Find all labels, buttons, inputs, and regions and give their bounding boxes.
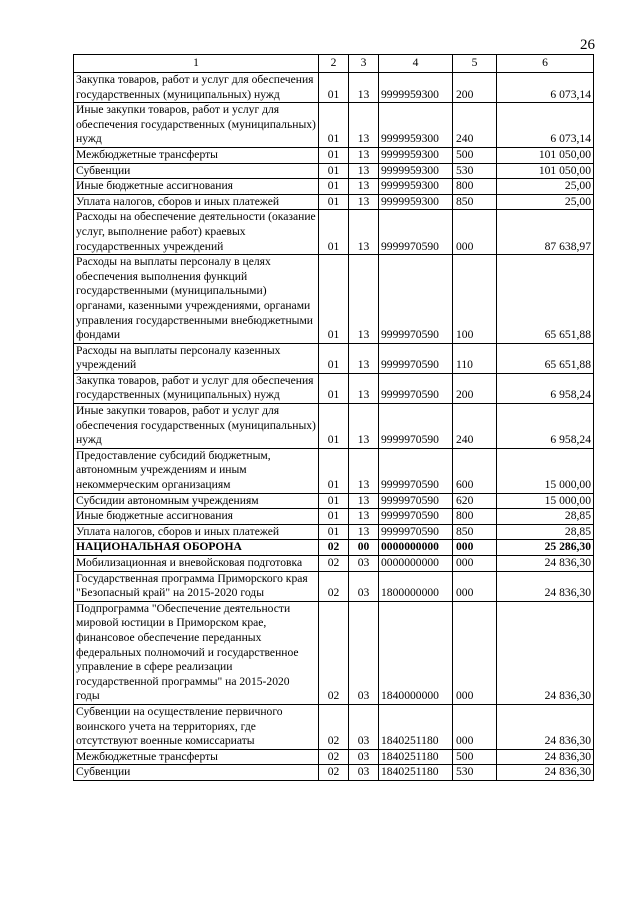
row-amount: 24 836,30 [497, 601, 594, 704]
row-target-item: 9999959300 [379, 179, 453, 195]
row-expense-type: 500 [453, 749, 497, 765]
row-target-item: 1840000000 [379, 601, 453, 704]
row-expense-type: 240 [453, 103, 497, 148]
row-section: 01 [319, 373, 349, 403]
table-row [74, 179, 594, 195]
row-subsection: 13 [349, 163, 379, 179]
row-section: 01 [319, 255, 349, 344]
row-name: Межбюджетные трансферты [74, 749, 319, 765]
row-section: 01 [319, 404, 349, 449]
row-name: Субвенции [74, 765, 319, 781]
table-body [74, 73, 594, 781]
row-name: Иные закупки товаров, работ и услуг для обеспечения государственных (муниципальных) нужд [74, 103, 319, 148]
row-subsection: 13 [349, 509, 379, 525]
row-name: Субвенции [74, 163, 319, 179]
row-name: Иные бюджетные ассигнования [74, 509, 319, 525]
row-section: 01 [319, 343, 349, 373]
table-row [74, 404, 594, 449]
row-amount: 101 050,00 [497, 147, 594, 163]
table-row [74, 73, 594, 103]
row-amount: 65 651,88 [497, 343, 594, 373]
row-target-item: 1800000000 [379, 571, 453, 601]
row-subsection: 03 [349, 704, 379, 749]
table-row [74, 343, 594, 373]
table-row [74, 163, 594, 179]
table-row [74, 524, 594, 540]
table-row [74, 704, 594, 749]
row-subsection: 00 [349, 540, 379, 556]
table-row [74, 448, 594, 493]
col-header-subsection: 3 [349, 55, 379, 73]
row-section: 01 [319, 179, 349, 195]
row-expense-type: 850 [453, 524, 497, 540]
row-target-item: 9999970590 [379, 210, 453, 255]
row-name: Уплата налогов, сборов и иных платежей [74, 194, 319, 210]
row-section: 01 [319, 163, 349, 179]
row-amount: 101 050,00 [497, 163, 594, 179]
row-subsection: 03 [349, 571, 379, 601]
row-section: 02 [319, 704, 349, 749]
row-expense-type: 000 [453, 601, 497, 704]
row-expense-type: 000 [453, 210, 497, 255]
column-number-row [74, 55, 594, 73]
row-section: 01 [319, 448, 349, 493]
row-subsection: 13 [349, 493, 379, 509]
row-section: 01 [319, 194, 349, 210]
row-target-item: 9999970590 [379, 255, 453, 344]
row-subsection: 13 [349, 448, 379, 493]
row-subsection: 03 [349, 601, 379, 704]
table-row [74, 255, 594, 344]
table-row [74, 556, 594, 572]
row-amount: 6 073,14 [497, 103, 594, 148]
row-subsection: 13 [349, 73, 379, 103]
row-target-item: 1840251180 [379, 765, 453, 781]
row-expense-type: 240 [453, 404, 497, 449]
table-row [74, 571, 594, 601]
row-amount: 24 836,30 [497, 765, 594, 781]
row-subsection: 13 [349, 373, 379, 403]
row-section: 01 [319, 103, 349, 148]
row-amount: 24 836,30 [497, 749, 594, 765]
row-subsection: 13 [349, 210, 379, 255]
row-target-item: 9999970590 [379, 493, 453, 509]
row-section: 02 [319, 540, 349, 556]
col-header-amount: 6 [497, 55, 594, 73]
row-name: Предоставление субсидий бюджетным, автономным учреждениям и иным некоммерческим организациям [74, 448, 319, 493]
table-row [74, 765, 594, 781]
row-expense-type: 800 [453, 179, 497, 195]
row-section: 01 [319, 509, 349, 525]
row-name: Иные бюджетные ассигнования [74, 179, 319, 195]
row-target-item: 1840251180 [379, 749, 453, 765]
table-row [74, 493, 594, 509]
row-section: 01 [319, 210, 349, 255]
row-target-item: 0000000000 [379, 540, 453, 556]
row-amount: 6 958,24 [497, 404, 594, 449]
row-name: Расходы на выплаты персоналу казенных учреждений [74, 343, 319, 373]
row-name: Расходы на выплаты персоналу в целях обеспечения выполнения функций государственными (муниципальными) органами, казенными учреждениями, органами управления государственными внебюджетными фондами [74, 255, 319, 344]
row-expense-type: 620 [453, 493, 497, 509]
row-expense-type: 000 [453, 556, 497, 572]
row-expense-type: 200 [453, 73, 497, 103]
row-section: 02 [319, 601, 349, 704]
row-section: 01 [319, 147, 349, 163]
row-expense-type: 000 [453, 704, 497, 749]
row-name: Субвенции на осуществление первичного воинского учета на территориях, где отсутствуют военные комиссариаты [74, 704, 319, 749]
row-amount: 25,00 [497, 179, 594, 195]
row-name: Межбюджетные трансферты [74, 147, 319, 163]
row-name: Закупка товаров, работ и услуг для обеспечения государственных (муниципальных) нужд [74, 73, 319, 103]
table-row [74, 509, 594, 525]
row-name: НАЦИОНАЛЬНАЯ ОБОРОНА [74, 540, 319, 556]
row-amount: 15 000,00 [497, 448, 594, 493]
row-target-item: 9999970590 [379, 404, 453, 449]
row-expense-type: 850 [453, 194, 497, 210]
row-expense-type: 200 [453, 373, 497, 403]
row-amount: 15 000,00 [497, 493, 594, 509]
row-target-item: 0000000000 [379, 556, 453, 572]
table-row [74, 103, 594, 148]
row-section: 01 [319, 73, 349, 103]
row-amount: 65 651,88 [497, 255, 594, 344]
row-target-item: 9999959300 [379, 194, 453, 210]
table-row [74, 194, 594, 210]
row-amount: 24 836,30 [497, 704, 594, 749]
row-expense-type: 000 [453, 540, 497, 556]
row-target-item: 9999959300 [379, 147, 453, 163]
row-section: 01 [319, 524, 349, 540]
row-amount: 6 958,24 [497, 373, 594, 403]
row-target-item: 9999959300 [379, 103, 453, 148]
row-subsection: 03 [349, 749, 379, 765]
table-row [74, 147, 594, 163]
row-subsection: 13 [349, 255, 379, 344]
row-amount: 28,85 [497, 509, 594, 525]
row-section: 02 [319, 571, 349, 601]
budget-table [73, 54, 594, 781]
row-subsection: 13 [349, 343, 379, 373]
row-name: Уплата налогов, сборов и иных платежей [74, 524, 319, 540]
row-expense-type: 100 [453, 255, 497, 344]
row-subsection: 03 [349, 765, 379, 781]
row-amount: 87 638,97 [497, 210, 594, 255]
page-number: 26 [580, 37, 595, 53]
table-row [74, 373, 594, 403]
col-header-expense-type: 5 [453, 55, 497, 73]
row-section: 02 [319, 749, 349, 765]
row-section: 02 [319, 556, 349, 572]
table-row [74, 749, 594, 765]
row-section: 02 [319, 765, 349, 781]
row-target-item: 9999959300 [379, 73, 453, 103]
row-name: Субсидии автономным учреждениям [74, 493, 319, 509]
row-expense-type: 600 [453, 448, 497, 493]
row-amount: 28,85 [497, 524, 594, 540]
row-expense-type: 530 [453, 163, 497, 179]
row-name: Расходы на обеспечение деятельности (оказание услуг, выполнение работ) краевых государственных учреждений [74, 210, 319, 255]
row-name: Мобилизационная и вневойсковая подготовка [74, 556, 319, 572]
row-expense-type: 800 [453, 509, 497, 525]
col-header-name: 1 [74, 55, 319, 73]
row-target-item: 9999970590 [379, 448, 453, 493]
row-amount: 24 836,30 [497, 571, 594, 601]
table-row [74, 540, 594, 556]
row-expense-type: 110 [453, 343, 497, 373]
row-target-item: 9999970590 [379, 524, 453, 540]
row-name: Государственная программа Приморского края "Безопасный край" на 2015-2020 годы [74, 571, 319, 601]
row-amount: 25,00 [497, 194, 594, 210]
row-target-item: 9999970590 [379, 373, 453, 403]
row-subsection: 13 [349, 524, 379, 540]
row-target-item: 9999970590 [379, 343, 453, 373]
row-subsection: 13 [349, 179, 379, 195]
col-header-target-item: 4 [379, 55, 453, 73]
table-row [74, 210, 594, 255]
row-subsection: 03 [349, 556, 379, 572]
row-amount: 24 836,30 [497, 556, 594, 572]
row-name: Иные закупки товаров, работ и услуг для обеспечения государственных (муниципальных) нужд [74, 404, 319, 449]
row-expense-type: 500 [453, 147, 497, 163]
row-subsection: 13 [349, 147, 379, 163]
row-target-item: 9999959300 [379, 163, 453, 179]
row-expense-type: 000 [453, 571, 497, 601]
row-target-item: 9999970590 [379, 509, 453, 525]
row-expense-type: 530 [453, 765, 497, 781]
col-header-section: 2 [319, 55, 349, 73]
row-amount: 25 286,30 [497, 540, 594, 556]
row-name: Подпрограмма "Обеспечение деятельности мировой юстиции в Приморском крае, финансовое обеспечение переданных федеральных полномочий и государственное управление в сфере реализации государственной программы" на 2015-2020 годы [74, 601, 319, 704]
row-subsection: 13 [349, 194, 379, 210]
row-subsection: 13 [349, 404, 379, 449]
table-row [74, 601, 594, 704]
row-amount: 6 073,14 [497, 73, 594, 103]
row-subsection: 13 [349, 103, 379, 148]
row-target-item: 1840251180 [379, 704, 453, 749]
row-name: Закупка товаров, работ и услуг для обеспечения государственных (муниципальных) нужд [74, 373, 319, 403]
row-section: 01 [319, 493, 349, 509]
